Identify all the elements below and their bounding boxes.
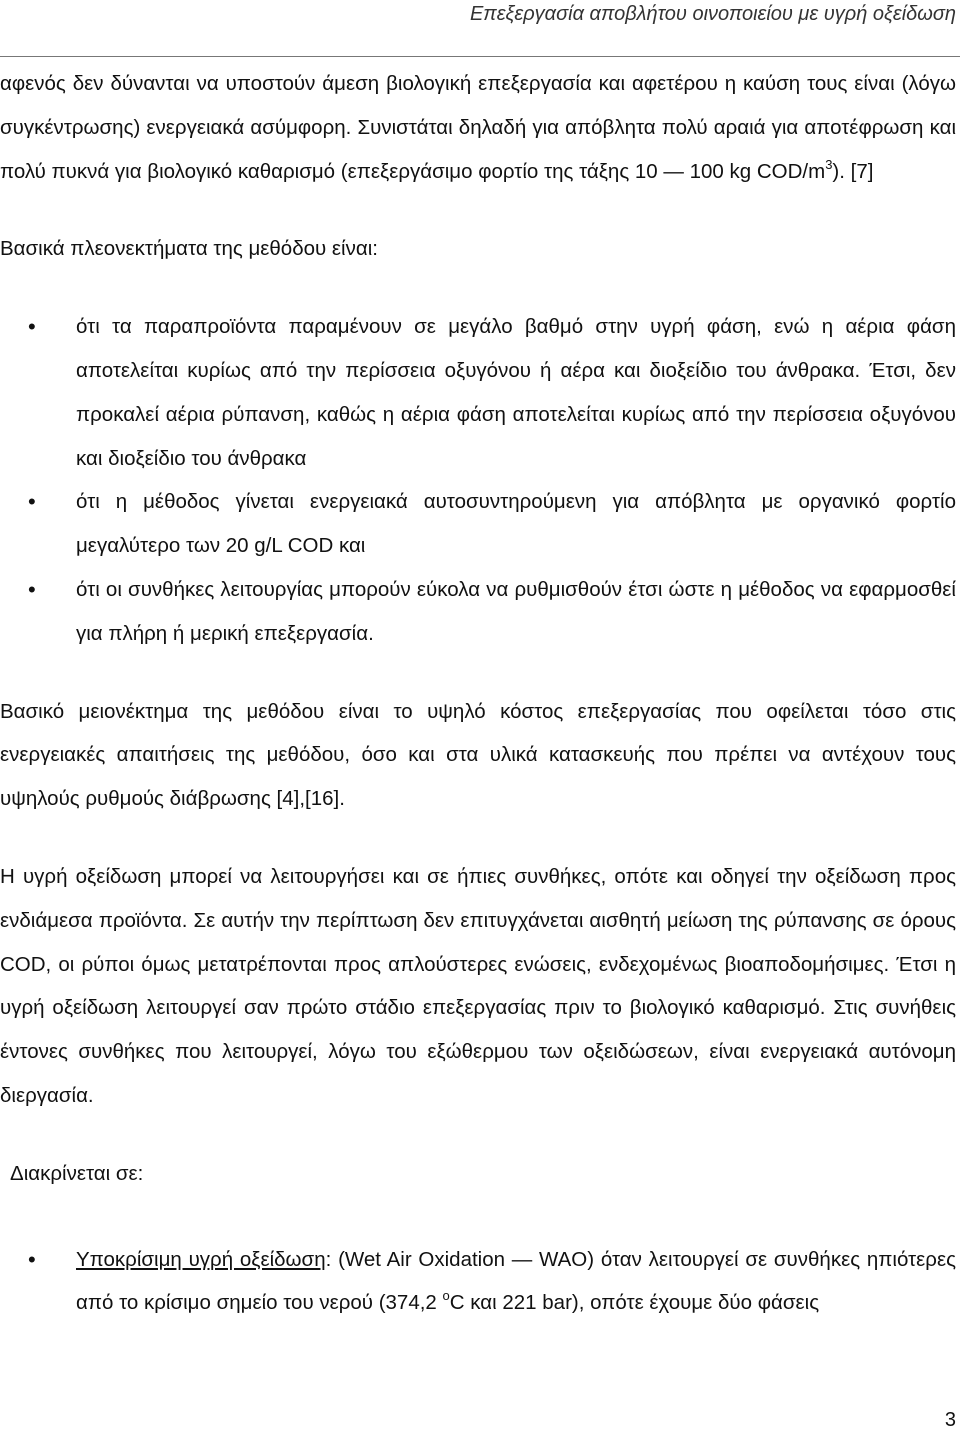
advantages-heading: Βασικά πλεονεκτήματα της μεθόδου είναι: (0, 237, 378, 261)
running-title: Επεξεργασία αποβλήτου οινοποιείου με υγρή οξείδωση (469, 3, 956, 25)
classification-text: : (Wet Air Oxidation — WAO) όταν λειτουργεί σε συνθήκες ηπιότερες από το κρίσιμο σημείο του νερού (374,2 (76, 1247, 956, 1315)
paragraph-intro-tail: ). [7] (832, 159, 874, 183)
spacer (0, 821, 956, 855)
paragraph-mild-conditions: Η υγρή οξείδωση μπορεί να λειτουργήσει και σε ήπιες συνθήκες, οπότε και οδηγεί την οξείδωση προς ενδιάμεσα προϊόντα. Σε αυτήν την περίπτωση δεν επιτυγχάνεται αισθητή μείωση της ρύπανσης σε όρους COD, οι ρύποι όμως μετατρέπονται προς απλούστερες ενώσεις, ενδεχομένως βιοαποδομήσιμες. Έτσι η υγρή οξείδωση λειτουργεί σαν πρώτο στάδιο επεξεργασίας πριν το βιολογικό καθαρισμό. Στις συνήθεις έντονες συνθήκες που λειτουργεί, λόγω του εξώθερμου των οξειδώσεων, είναι ενεργειακά αυτόνομη διεργασία. (0, 864, 956, 1107)
classification-list (0, 1238, 956, 1326)
list-item-text: ότι η μέθοδος γίνεται ενεργειακά αυτοσυντηρούμενη για απόβλητα με οργανικό φορτίο μεγαλύτερο των 20 g/L COD και (76, 490, 956, 558)
list-item-text: ότι οι συνθήκες λειτουργίας μπορούν εύκολα να ρυθμισθούν έτσι ώστε η μέθοδος να εφαρμοσθεί για πλήρη ή μερική επεξεργασία. (76, 577, 956, 645)
spacer (0, 1196, 956, 1238)
list-item (0, 568, 956, 656)
list-item-text: ότι τα παραπροϊόντα παραμένουν σε μεγάλο βαθμό στην υγρή φάση, ενώ η αέρια φάση αποτελείται κυρίως από την περίσσεια οξυγόνου ή αέρα και διοξείδιο του άνθρακα. Έτσι, δεν προκαλεί αέρια ρύπανση, καθώς η αέρια φάση αποτελείται κυρίως από την περίσσεια οξυγόνου και διοξείδιο του άνθρακα (76, 315, 956, 470)
superscript-cubed: 3 (825, 156, 833, 172)
classification-heading: Διακρίνεται σε: (10, 1161, 144, 1185)
paragraph-intro-text: αφενός δεν δύνανται να υποστούν άμεση βιολογική επεξεργασία και αφετέρου η καύση τους είναι (λόγω συγκέντρωσης) ενεργειακά ασύμφορη. Συνιστάται δηλαδή για απόβλητα πολύ αραιά για αποτέφρωση και πολύ πυκνά για βιολογικό καθαρισμό (επεξεργάσιμο φορτίο της τάξης 10 — 100 kg COD/m (0, 72, 956, 183)
page-number: 3 (944, 1409, 956, 1431)
bullet-icon: • (28, 314, 36, 340)
spacer (0, 656, 956, 690)
bullet-icon: • (28, 576, 36, 602)
spacer (0, 1118, 956, 1152)
superscript-degree: o (442, 1288, 450, 1304)
spacer (0, 193, 956, 227)
classification-text-tail: C και 221 bar), οπότε έχουμε δύο φάσεις (449, 1291, 820, 1315)
running-header (0, 0, 960, 56)
document-body (0, 62, 956, 1325)
paragraph-intro (0, 62, 956, 193)
spacer (0, 271, 956, 305)
list-item (0, 480, 956, 568)
list-item (0, 1238, 956, 1326)
list-item (0, 305, 956, 480)
bullet-icon: • (28, 1246, 36, 1272)
classification-term: Υποκρίσιμη υγρή οξείδωση (76, 1247, 326, 1271)
header-divider (0, 56, 960, 57)
advantages-list (0, 305, 956, 655)
bullet-icon: • (28, 489, 36, 515)
paragraph-disadvantage: Βασικό μειονέκτημα της μεθόδου είναι το υψηλό κόστος επεξεργασίας που οφείλεται τόσο στις ενεργειακές απαιτήσεις της μεθόδου, όσο και στα υλικά κατασκευής που πρέπει να αντέχουν τους υψηλούς ρυθμούς διάβρωσης [4],[16]. (0, 699, 956, 811)
